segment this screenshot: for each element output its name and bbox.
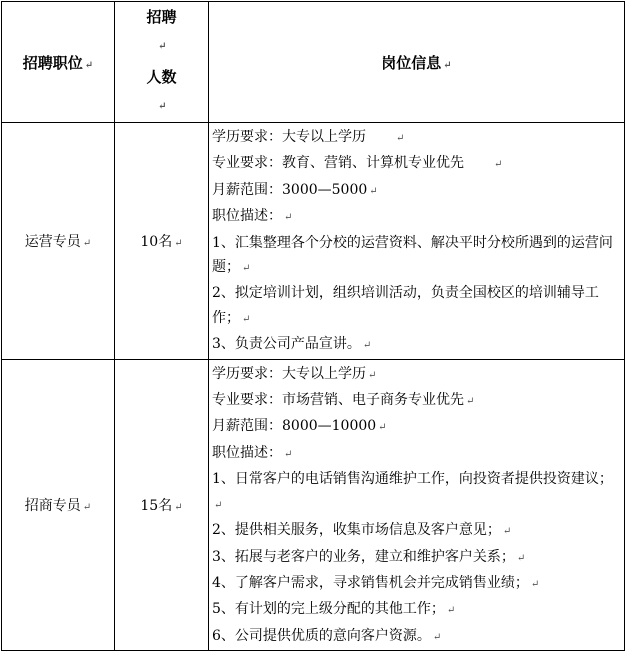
info-line: 6、公司提供优质的意向客户资源。 ↵	[212, 627, 442, 644]
info-line: 学历要求：大专以上学历 ↵	[212, 365, 377, 382]
info-line: 专业要求：教育、营销、计算机专业优先 ↵	[212, 155, 503, 172]
header-position: 招聘职位 ↵	[2, 2, 115, 123]
info-line: 月薪范围：8000—10000 ↵	[212, 418, 387, 435]
info-line: 5、有计划的完上级分配的其他工作； ↵	[212, 601, 456, 618]
info-cell	[209, 359, 625, 650]
info-line: 1、汇集整理各个分校的运营资料、解决平时分校所遇到的运营问题； ↵	[212, 234, 613, 276]
info-line: 专业要求：市场营销、电子商务专业优先 ↵	[212, 392, 475, 409]
position-cell: 运营专员 ↵	[2, 123, 115, 360]
position-cell: 招商专员 ↵	[2, 359, 115, 650]
info-line: 3、拓展与老客户的业务，建立和维护客户关系； ↵	[212, 548, 526, 565]
info-line: 月薪范围：3000—5000 ↵	[212, 181, 378, 198]
info-cell	[209, 123, 625, 360]
count-cell: 10名 ↵	[115, 123, 209, 360]
header-row	[2, 2, 625, 123]
info-line: 3、负责公司产品宣讲。 ↵	[212, 336, 372, 353]
info-line: 1、日常客户的电话销售沟通维护工作，向投资者提供投资建议；↵	[212, 471, 613, 511]
info-line: 2、拟定培训计划，组织培训活动，负责全国校区的培训辅导工作； ↵	[212, 285, 599, 326]
info-line: 职位描述： ↵	[212, 444, 293, 461]
header-count: 招聘 ↵ 人数 ↵	[115, 2, 209, 123]
count-cell: 15名 ↵	[115, 359, 209, 650]
info-line: 学历要求：大专以上学历 ↵	[212, 129, 405, 145]
header-info: 岗位信息 ↵	[209, 2, 625, 123]
recruitment-table	[1, 1, 625, 651]
table-row	[2, 359, 625, 650]
info-line: 4、了解客户需求，寻求销售机会并完成销售业绩； ↵	[212, 574, 540, 591]
info-line: 2、提供相关服务，收集市场信息及客户意见； ↵	[212, 522, 512, 539]
info-line: 职位描述： ↵	[212, 208, 293, 225]
table-row	[2, 123, 625, 360]
